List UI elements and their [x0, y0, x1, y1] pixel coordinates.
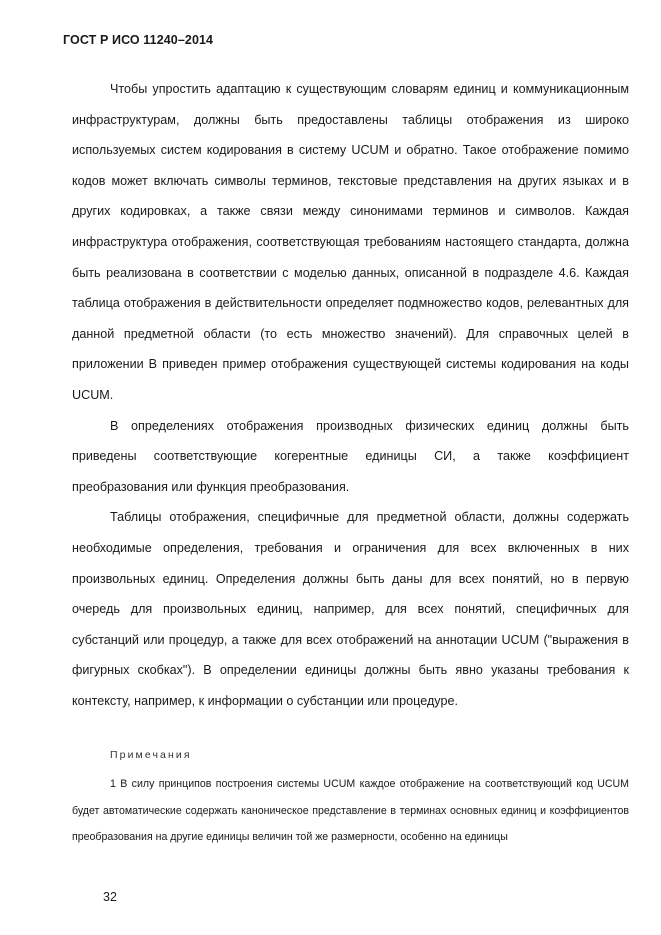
- document-header: ГОСТ Р ИСО 11240–2014: [63, 33, 214, 47]
- paragraph-derived-units: В определениях отображения производных физических единиц должны быть приведены соответствующие когерентные единицы СИ, а также коэффициент преобразования или функция преобразования.: [72, 418, 629, 494]
- paragraph-domain-tables: Таблицы отображения, специфичные для предметной области, должны содержать необходимые определения, требования и ограничения для всех включенных в них произвольных единиц. Определения должны быть даны для всех понятий, но в первую очередь для произвольных единиц, например, для всех понятий, специфичных для субстанций или процедур, а также для всех отображений на аннотации UCUM ("выражения в фигурных скобках"). В определении единицы должны быть явно указаны требования к контексту, например, к информации о субстанции или процедуре.: [72, 510, 629, 708]
- page-number: 32: [103, 890, 117, 904]
- note-item-1: 1 В силу принципов построения системы UCUM каждое отображение на соответствующий код UCUM будет автоматические содержать каноническое представление в терминах основных единиц и коэффициентов преобразования на другие единицы величин той же размерности, особенно на единицы: [72, 778, 629, 843]
- paragraph-mapping-tables: Чтобы упростить адаптацию к существующим словарям единиц и коммуникационным инфраструктурам, должны быть предоставлены таблицы отображения из широко используемых систем кодирования в систему UCUM и обратно. Такое отображение помимо кодов может включать символы терминов, текстовые представления на других языках и в других кодировках, а также связи между синонимами терминов и символов. Каждая инфраструктура отображения, соответствующая требованиям настоящего стандарта, должна быть реализована в соответствии с моделью данных, описанной в подразделе 4.6. Каждая таблица отображения в действительности определяет подмножество кодов, релевантных для данной предметной области (то есть множество значений). Для справочных целей в приложении В приведен пример отображения существующей системы кодирования на коды UCUM.: [72, 82, 629, 402]
- notes-title: Примечания: [110, 749, 192, 761]
- main-text: [72, 74, 629, 716]
